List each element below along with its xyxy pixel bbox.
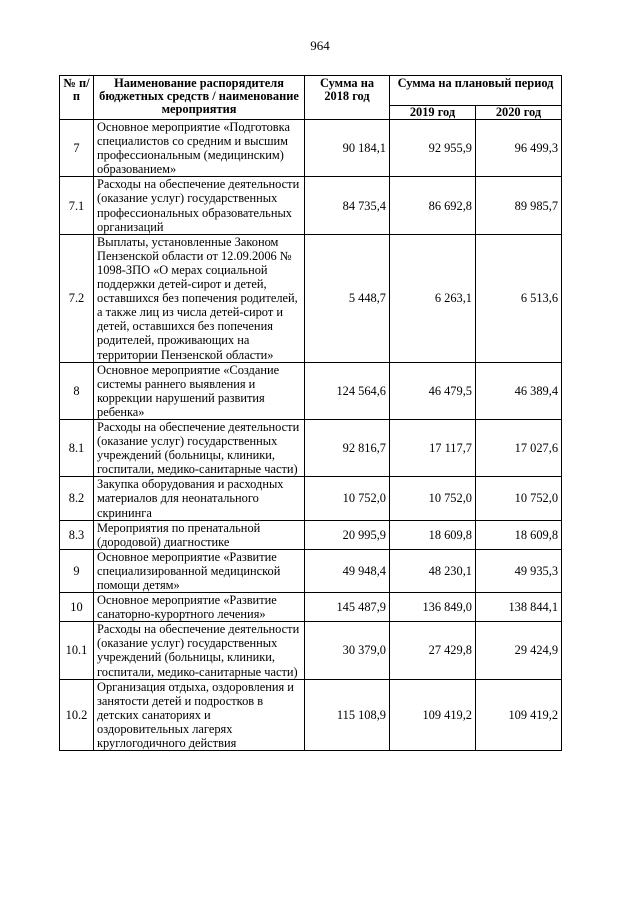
row-sum-2019: 10 752,0: [390, 477, 476, 520]
table-row: [60, 593, 562, 622]
header-2020: 2020 год: [476, 106, 562, 120]
header-num: № п/п: [60, 76, 94, 120]
row-sum-2018: 5 448,7: [305, 234, 390, 362]
row-name: Основное мероприятие «Развитие специализированной медицинской помощи детям»: [94, 549, 305, 592]
table-row: [60, 477, 562, 520]
row-name: Мероприятия по пренатальной (дородовой) диагностике: [94, 520, 305, 549]
row-sum-2020: 96 499,3: [476, 120, 562, 177]
table-row: [60, 520, 562, 549]
row-sum-2020: 29 424,9: [476, 622, 562, 679]
row-sum-2018: 49 948,4: [305, 549, 390, 592]
row-sum-2019: 109 419,2: [390, 679, 476, 750]
table-header: [60, 76, 562, 120]
row-number: 8.3: [60, 520, 94, 549]
page-number: 964: [310, 38, 330, 53]
row-name: Основное мероприятие «Развитие санаторно-курортного лечения»: [94, 593, 305, 622]
row-number: 7: [60, 120, 94, 177]
row-name: Основное мероприятие «Создание системы раннего выявления и коррекции нарушений развития ребенка»: [94, 362, 305, 419]
budget-table: [59, 75, 562, 751]
row-sum-2019: 48 230,1: [390, 549, 476, 592]
table-body: [60, 120, 562, 751]
row-number: 9: [60, 549, 94, 592]
row-name: Выплаты, установленные Законом Пензенской области от 12.09.2006 № 1098-ЗПО «О мерах социальной поддержки детей-сирот и детей, оставшихся без попечения родителей, а также лиц из числа детей-сирот и детей, оставшихся без попечения родителей, проживающих на территории Пензенской области»: [94, 234, 305, 362]
row-sum-2020: 6 513,6: [476, 234, 562, 362]
row-name: Расходы на обеспечение деятельности (оказание услуг) государственных профессиональных образовательных организаций: [94, 177, 305, 234]
row-sum-2018: 124 564,6: [305, 362, 390, 419]
row-sum-2019: 6 263,1: [390, 234, 476, 362]
row-number: 10.1: [60, 622, 94, 679]
row-name: Расходы на обеспечение деятельности (оказание услуг) государственных учреждений (больницы, клиники, госпитали, медико-санитарные части): [94, 622, 305, 679]
row-number: 8.2: [60, 477, 94, 520]
row-sum-2018: 20 995,9: [305, 520, 390, 549]
table-row: [60, 234, 562, 362]
row-number: 10.2: [60, 679, 94, 750]
row-sum-2019: 46 479,5: [390, 362, 476, 419]
row-number: 7.1: [60, 177, 94, 234]
row-sum-2018: 30 379,0: [305, 622, 390, 679]
table-row: [60, 419, 562, 476]
header-sum-2018: Сумма на 2018 год: [305, 76, 390, 120]
row-sum-2019: 136 849,0: [390, 593, 476, 622]
row-sum-2020: 17 027,6: [476, 419, 562, 476]
row-sum-2019: 27 429,8: [390, 622, 476, 679]
table-row: [60, 177, 562, 234]
header-planned-period: Сумма на плановый период: [390, 76, 562, 106]
row-name: Расходы на обеспечение деятельности (оказание услуг) государственных учреждений (больницы, клиники, госпитали, медико-санитарные части): [94, 419, 305, 476]
row-sum-2020: 10 752,0: [476, 477, 562, 520]
row-sum-2020: 49 935,3: [476, 549, 562, 592]
table-row: [60, 549, 562, 592]
row-sum-2018: 92 816,7: [305, 419, 390, 476]
row-sum-2018: 145 487,9: [305, 593, 390, 622]
row-sum-2019: 18 609,8: [390, 520, 476, 549]
row-number: 7.2: [60, 234, 94, 362]
row-sum-2020: 18 609,8: [476, 520, 562, 549]
header-2019: 2019 год: [390, 106, 476, 120]
table-row: [60, 679, 562, 750]
row-sum-2019: 17 117,7: [390, 419, 476, 476]
row-sum-2019: 92 955,9: [390, 120, 476, 177]
row-sum-2018: 10 752,0: [305, 477, 390, 520]
row-name: Закупка оборудования и расходных материалов для неонатального скрининга: [94, 477, 305, 520]
row-sum-2018: 90 184,1: [305, 120, 390, 177]
row-name: Организация отдыха, оздоровления и занятости детей и подростков в детских санаториях и оздоровительных лагерях круглогодичного действия: [94, 679, 305, 750]
row-name: Основное мероприятие «Подготовка специалистов со средним и высшим профессиональным (медицинским) образованием»: [94, 120, 305, 177]
row-sum-2018: 115 108,9: [305, 679, 390, 750]
row-number: 8: [60, 362, 94, 419]
row-number: 10: [60, 593, 94, 622]
header-name: Наименование распорядителя бюджетных средств / наименование мероприятия: [94, 76, 305, 120]
row-sum-2020: 46 389,4: [476, 362, 562, 419]
row-sum-2020: 89 985,7: [476, 177, 562, 234]
table-row: [60, 362, 562, 419]
table-row: [60, 622, 562, 679]
row-sum-2018: 84 735,4: [305, 177, 390, 234]
row-sum-2020: 109 419,2: [476, 679, 562, 750]
row-sum-2019: 86 692,8: [390, 177, 476, 234]
table-row: [60, 120, 562, 177]
row-sum-2020: 138 844,1: [476, 593, 562, 622]
row-number: 8.1: [60, 419, 94, 476]
